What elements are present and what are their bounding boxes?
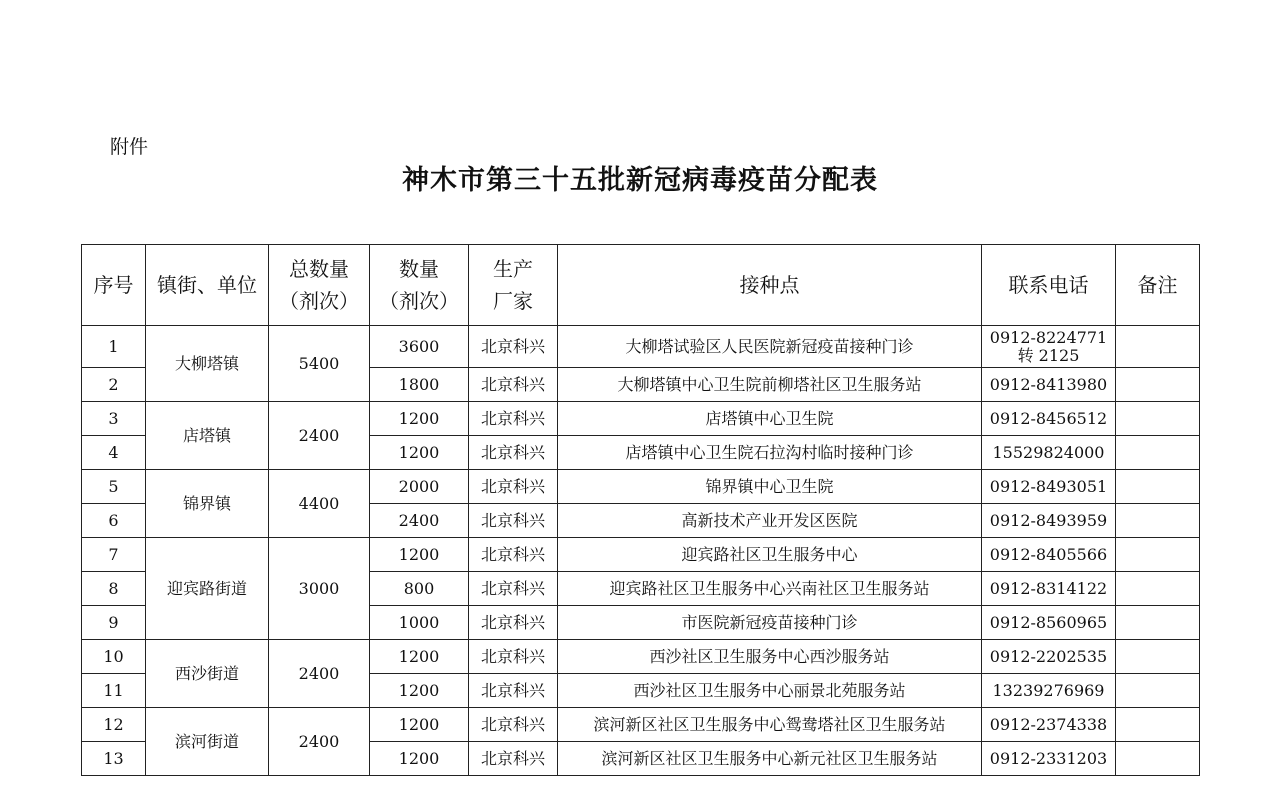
manufacturer-cell: 北京科兴 — [469, 674, 558, 708]
note-cell — [1116, 402, 1200, 436]
manufacturer-cell: 北京科兴 — [469, 470, 558, 504]
note-cell — [1116, 436, 1200, 470]
note-cell — [1116, 470, 1200, 504]
seq-cell: 6 — [82, 504, 146, 538]
seq-cell: 3 — [82, 402, 146, 436]
site-cell: 大柳塔镇中心卫生院前柳塔社区卫生服务站 — [558, 368, 982, 402]
header-mfr-line1: 生产 — [493, 257, 533, 281]
note-cell — [1116, 368, 1200, 402]
unit-cell: 锦界镇 — [146, 470, 269, 538]
phone-cell: 0912-8405566 — [982, 538, 1116, 572]
site-cell: 市医院新冠疫苗接种门诊 — [558, 606, 982, 640]
site-cell: 迎宾路社区卫生服务中心 — [558, 538, 982, 572]
attachment-label: 附件 — [110, 136, 149, 158]
seq-cell: 9 — [82, 606, 146, 640]
header-manufacturer — [469, 245, 558, 326]
qty-cell: 2000 — [370, 470, 469, 504]
note-cell — [1116, 504, 1200, 538]
seq-cell: 8 — [82, 572, 146, 606]
total-cell: 2400 — [269, 402, 370, 470]
note-cell — [1116, 572, 1200, 606]
total-cell: 4400 — [269, 470, 370, 538]
unit-cell: 店塔镇 — [146, 402, 269, 470]
qty-cell: 1200 — [370, 402, 469, 436]
header-note: 备注 — [1116, 245, 1200, 326]
header-site: 接种点 — [558, 245, 982, 326]
total-cell: 2400 — [269, 640, 370, 708]
seq-cell: 10 — [82, 640, 146, 674]
qty-cell: 3600 — [370, 326, 469, 368]
header-total-line1: 总数量 — [289, 257, 349, 281]
manufacturer-cell: 北京科兴 — [469, 538, 558, 572]
manufacturer-cell: 北京科兴 — [469, 572, 558, 606]
table-row — [82, 708, 1200, 742]
header-mfr-line2: 厂家 — [493, 289, 533, 313]
phone-extension: 转 2125 — [1017, 345, 1080, 365]
site-cell: 滨河新区社区卫生服务中心鸳鸯塔社区卫生服务站 — [558, 708, 982, 742]
manufacturer-cell: 北京科兴 — [469, 326, 558, 368]
site-cell: 西沙社区卫生服务中心丽景北苑服务站 — [558, 674, 982, 708]
qty-cell: 1200 — [370, 708, 469, 742]
phone-cell: 0912-8456512 — [982, 402, 1116, 436]
qty-cell: 1200 — [370, 436, 469, 470]
manufacturer-cell: 北京科兴 — [469, 368, 558, 402]
seq-cell: 2 — [82, 368, 146, 402]
note-cell — [1116, 742, 1200, 776]
phone-cell: 0912-2202535 — [982, 640, 1116, 674]
header-qty — [370, 245, 469, 326]
qty-cell: 1200 — [370, 640, 469, 674]
site-cell: 大柳塔试验区人民医院新冠疫苗接种门诊 — [558, 326, 982, 368]
unit-cell: 西沙街道 — [146, 640, 269, 708]
table-row — [82, 640, 1200, 674]
manufacturer-cell: 北京科兴 — [469, 504, 558, 538]
phone-cell: 0912-8560965 — [982, 606, 1116, 640]
table-row — [82, 326, 1200, 368]
qty-cell: 1800 — [370, 368, 469, 402]
qty-cell: 1200 — [370, 538, 469, 572]
qty-cell: 800 — [370, 572, 469, 606]
total-cell: 5400 — [269, 326, 370, 402]
unit-cell: 迎宾路街道 — [146, 538, 269, 640]
header-total — [269, 245, 370, 326]
manufacturer-cell: 北京科兴 — [469, 640, 558, 674]
total-cell: 2400 — [269, 708, 370, 776]
phone-cell: 0912-2374338 — [982, 708, 1116, 742]
note-cell — [1116, 538, 1200, 572]
phone-cell: 13239276969 — [982, 674, 1116, 708]
seq-cell: 7 — [82, 538, 146, 572]
seq-cell: 11 — [82, 674, 146, 708]
qty-cell: 1000 — [370, 606, 469, 640]
header-total-line2: （剂次） — [279, 289, 359, 313]
phone-cell: 0912-8493051 — [982, 470, 1116, 504]
qty-cell: 1200 — [370, 674, 469, 708]
manufacturer-cell: 北京科兴 — [469, 436, 558, 470]
qty-cell: 2400 — [370, 504, 469, 538]
unit-cell: 滨河街道 — [146, 708, 269, 776]
table-row — [82, 538, 1200, 572]
header-qty-line1: 数量 — [399, 257, 439, 281]
site-cell: 店塔镇中心卫生院 — [558, 402, 982, 436]
seq-cell: 12 — [82, 708, 146, 742]
phone-cell: 0912-8413980 — [982, 368, 1116, 402]
phone-cell: 15529824000 — [982, 436, 1116, 470]
header-qty-line2: （剂次） — [379, 289, 459, 313]
vaccine-allocation-table — [81, 244, 1200, 776]
manufacturer-cell: 北京科兴 — [469, 606, 558, 640]
unit-cell: 大柳塔镇 — [146, 326, 269, 402]
note-cell — [1116, 606, 1200, 640]
phone-cell: 0912-2331203 — [982, 742, 1116, 776]
note-cell — [1116, 708, 1200, 742]
table-row — [82, 470, 1200, 504]
header-unit: 镇街、单位 — [146, 245, 269, 326]
qty-cell: 1200 — [370, 742, 469, 776]
table-row — [82, 402, 1200, 436]
phone-cell — [982, 326, 1116, 368]
seq-cell: 1 — [82, 326, 146, 368]
header-seq: 序号 — [82, 245, 146, 326]
header-row — [82, 245, 1200, 326]
site-cell: 西沙社区卫生服务中心西沙服务站 — [558, 640, 982, 674]
phone-number: 0912-8224771 — [989, 327, 1108, 347]
manufacturer-cell: 北京科兴 — [469, 742, 558, 776]
site-cell: 滨河新区社区卫生服务中心新元社区卫生服务站 — [558, 742, 982, 776]
note-cell — [1116, 326, 1200, 368]
note-cell — [1116, 674, 1200, 708]
site-cell: 迎宾路社区卫生服务中心兴南社区卫生服务站 — [558, 572, 982, 606]
seq-cell: 13 — [82, 742, 146, 776]
note-cell — [1116, 640, 1200, 674]
phone-cell: 0912-8493959 — [982, 504, 1116, 538]
manufacturer-cell: 北京科兴 — [469, 402, 558, 436]
site-cell: 高新技术产业开发区医院 — [558, 504, 982, 538]
document-title: 神木市第三十五批新冠病毒疫苗分配表 — [402, 165, 878, 196]
seq-cell: 4 — [82, 436, 146, 470]
total-cell: 3000 — [269, 538, 370, 640]
seq-cell: 5 — [82, 470, 146, 504]
header-phone: 联系电话 — [982, 245, 1116, 326]
site-cell: 店塔镇中心卫生院石拉沟村临时接种门诊 — [558, 436, 982, 470]
phone-cell: 0912-8314122 — [982, 572, 1116, 606]
manufacturer-cell: 北京科兴 — [469, 708, 558, 742]
site-cell: 锦界镇中心卫生院 — [558, 470, 982, 504]
